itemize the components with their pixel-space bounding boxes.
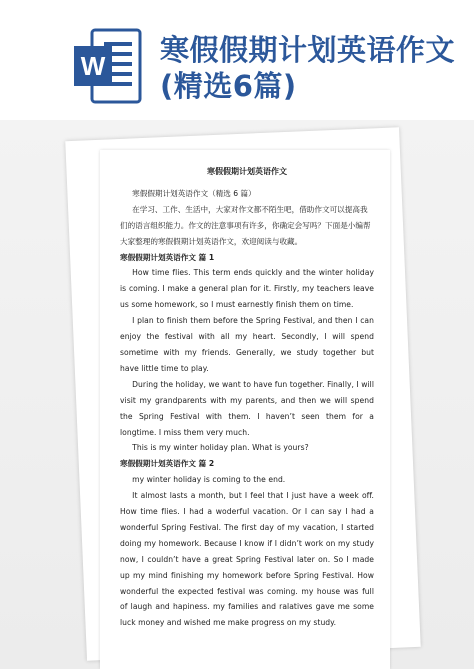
intro-paragraph: 在学习、工作、生活中，大家对作文都不陌生吧，借助作文可以提高我们的语言组织能力。作文的注意事项有许多，你确定会写吗？下面是小编帮大家整理的寒假假期计划英语作文，欢迎阅读与收藏。 bbox=[120, 204, 371, 246]
paragraph: my winter holiday is coming to the end. bbox=[132, 475, 286, 485]
svg-text:W: W bbox=[80, 51, 106, 81]
word-doc-icon bbox=[74, 26, 144, 106]
paragraph: I plan to finish them before the Spring Festival, and then I can enjoy the festival with all my heart. Secondly, I will spend sometime with my friends. Generally, we study together but have little time to play. bbox=[120, 316, 374, 373]
document-subtitle: 寒假假期计划英语作文（精选 6 篇） bbox=[132, 188, 256, 198]
header-banner bbox=[0, 0, 474, 120]
paragraph: How time flies. This term ends quickly and the winter holiday is coming. I make a general plan for it. Firstly, my teachers leave us some homework, so I must earnestly finish them on time. bbox=[120, 268, 374, 310]
document-title: 寒假假期计划英语作文 bbox=[207, 167, 287, 176]
document-body bbox=[120, 160, 374, 631]
paragraph: During the holiday, we want to have fun together. Finally, I will visit my grandparents with my parents, and then we will spend the Spring Festival with them. I haven’t seen them for a longtime. I miss them very much. bbox=[120, 379, 374, 437]
page-title: 寒假假期计划英语作文(精选6篇) bbox=[160, 33, 456, 103]
paragraph: This is my winter holiday plan. What is yours? bbox=[132, 443, 309, 453]
section-heading-2: 寒假假期计划英语作文 篇 2 bbox=[120, 459, 215, 469]
section-heading-1: 寒假假期计划英语作文 篇 1 bbox=[120, 252, 215, 262]
paragraph: It almost lasts a month, but I feel that I just have a week off. How time flies. I had a woderful vacation. Or I can say I had a wonderful Spring Festival. The first day of my vacation, I started doing my homework. Because I know if I didn’t work on my study now, I couldn’t have a great Spring Festival later on. So I made up my mind finishing my homework before Spring Festival. How wonderful the expected festival was coming. my house was full of laugh and hapiness. my families and ralatives gave me some luck money and wished me make progress on my study. bbox=[120, 491, 374, 628]
